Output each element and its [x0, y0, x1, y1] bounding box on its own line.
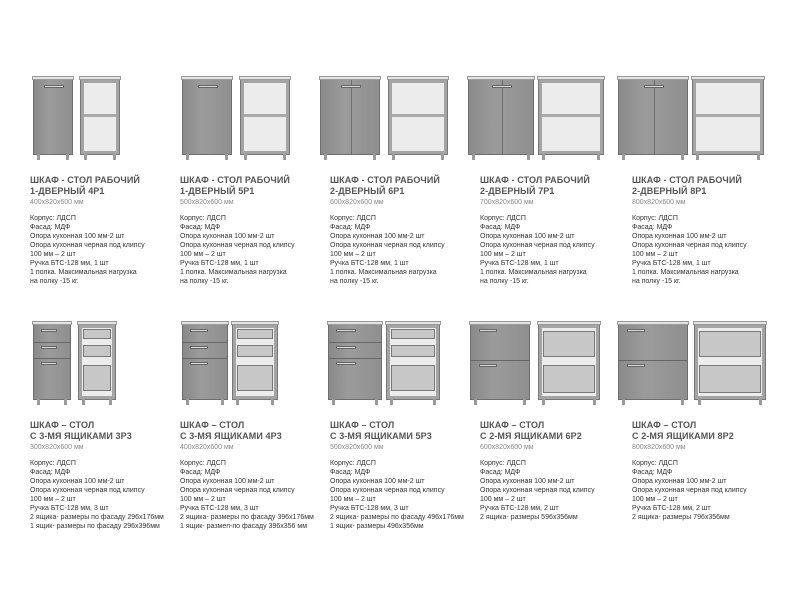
cabinet-drawing-4p3: [180, 320, 330, 410]
product-title: ШКАФ – СТОЛ С 2-МЯ ЯЩИКАМИ 6Р2: [480, 420, 582, 441]
product-specs: Корпус: ЛДСП Фасад: МДФ Опора кухонная 100 мм-2 шт Опора кухонная черная под клипсу 100 мм – 2 шт Ручка БТС-128 мм, 1 шт 1 полка. Максимальная нагрузка на полку -15 кг.: [30, 215, 145, 285]
product-dimensions: 500х820х600 мм: [180, 199, 234, 206]
product-4p3: [180, 320, 330, 531]
product-title: ШКАФ - СТОЛ РАБОЧИЙ 2-ДВЕРНЫЙ 6Р1: [330, 175, 440, 196]
cabinet-drawing-4p1: [30, 75, 180, 165]
product-title: ШКАФ – СТОЛ С 3-МЯ ЯЩИКАМИ 5Р3: [330, 420, 432, 441]
product-specs: Корпус: ЛДСП Фасад: МДФ Опора кухонная 100 мм-2 шт Опора кухонная черная под клипсу 100 мм – 2 шт Ручка БТС-128 мм, 3 шт 2 ящика- размеры по фасаду 496х176мм 1 ящик- размеры 496х356мм: [330, 460, 464, 530]
product-6p2: [480, 320, 630, 522]
product-dimensions: 800х820х600 мм: [632, 444, 686, 451]
product-dimensions: 700х820х600 мм: [480, 199, 534, 206]
product-specs: Корпус: ЛДСП Фасад: МДФ Опора кухонная 100 мм-2 шт Опора кухонная черная под клипсу 100 мм – 2 шт Ручка БТС-128 мм, 2 шт 2 ящика- размеры 796х356мм: [632, 460, 747, 521]
product-specs: Корпус: ЛДСП Фасад: МДФ Опора кухонная 100 мм-2 шт Опора кухонная черная под клипсу 100 мм – 2 шт Ручка БТС-128 мм, 3 шт 2 ящика- размеры по фасаду 396х176мм 1 ящик- размеп-по фасаду 396х356 мм: [180, 460, 314, 530]
product-specs: Корпус: ЛДСП Фасад: МДФ Опора кухонная 100 мм-2 шт Опора кухонная черная под клипсу 100 мм – 2 шт Ручка БТС-128 мм, 1 шт 1 полка. Максимальная нагрузка на полку -15 кг.: [632, 215, 747, 285]
product-dimensions: 400х820х600 мм: [180, 444, 234, 451]
product-dimensions: 600х820х600 мм: [480, 444, 534, 451]
cabinet-drawing-6p2: [480, 320, 630, 410]
cabinet-drawing-3p3: [30, 320, 180, 410]
product-title: ШКАФ - СТОЛ РАБОЧИЙ 2-ДВЕРНЫЙ 8Р1: [632, 175, 742, 196]
product-title: ШКАФ - СТОЛ РАБОЧИЙ 2-ДВЕРНЫЙ 7Р1: [480, 175, 590, 196]
product-specs: Корпус: ЛДСП Фасад: МДФ Опора кухонная 100 мм-2 шт Опора кухонная черная под клипсу 100 мм – 2 шт Ручка БТС-128 мм, 2 шт 2 ящика- размеры 596х356мм: [480, 460, 595, 521]
product-3p3: [30, 320, 180, 531]
product-5p3: [330, 320, 480, 531]
product-dimensions: 300х820х600 мм: [30, 444, 84, 451]
product-4p1: [30, 75, 180, 286]
product-7p1: [480, 75, 630, 286]
product-8p2: [632, 320, 782, 522]
product-dimensions: 500х820х600 мм: [330, 444, 384, 451]
cabinet-drawing-6p1: [330, 75, 480, 165]
product-title: ШКАФ – СТОЛ С 2-МЯ ЯЩИКАМИ 8Р2: [632, 420, 734, 441]
product-dimensions: 800х820х600 мм: [632, 199, 686, 206]
product-6p1: [330, 75, 480, 286]
product-specs: Корпус: ЛДСП Фасад: МДФ Опора кухонная 100 мм-2 шт Опора кухонная черная под клипсу 100 мм – 2 шт Ручка БТС-128 мм, 1 шт 1 полка. Максимальная нагрузка на полку -15 кг.: [180, 215, 295, 285]
cabinet-drawing-7p1: [480, 75, 630, 165]
product-title: ШКАФ – СТОЛ С 3-МЯ ЯЩИКАМИ 4Р3: [180, 420, 282, 441]
cabinet-drawing-5p3: [330, 320, 480, 410]
product-5p1: [180, 75, 330, 286]
product-8p1: [632, 75, 782, 286]
product-dimensions: 400х820х600 мм: [30, 199, 84, 206]
product-specs: Корпус: ЛДСП Фасад: МДФ Опора кухонная 100 мм-2 шт Опора кухонная черная под клипсу 100 мм – 2 шт Ручка БТС-128 мм, 1 шт 1 полка. Максимальная нагрузка на полку -15 кг.: [480, 215, 595, 285]
product-title: ШКАФ - СТОЛ РАБОЧИЙ 1-ДВЕРНЫЙ 5Р1: [180, 175, 290, 196]
product-title: ШКАФ – СТОЛ С 3-МЯ ЯЩИКАМИ 3Р3: [30, 420, 132, 441]
cabinet-drawing-5p1: [180, 75, 330, 165]
product-specs: Корпус: ЛДСП Фасад: МДФ Опора кухонная 100 мм-2 шт Опора кухонная черная под клипсу 100 мм – 2 шт Ручка БТС-128 мм, 1 шт 1 полка. Максимальная нагрузка на полку -15 кг.: [330, 215, 445, 285]
product-specs: Корпус: ЛДСП Фасад: МДФ Опора кухонная 100 мм-2 шт Опора кухонная черная под клипсу 100 мм – 2 шт Ручка БТС-128 мм, 3 шт 2 ящика- размеры по фасаду 296х176мм 1 ящик- размеры по фасаду 296х396мм: [30, 460, 164, 530]
cabinet-drawing-8p1: [632, 75, 782, 165]
product-dimensions: 600х820х600 мм: [330, 199, 384, 206]
cabinet-drawing-8p2: [632, 320, 782, 410]
product-title: ШКАФ - СТОЛ РАБОЧИЙ 1-ДВЕРНЫЙ 4Р1: [30, 175, 140, 196]
